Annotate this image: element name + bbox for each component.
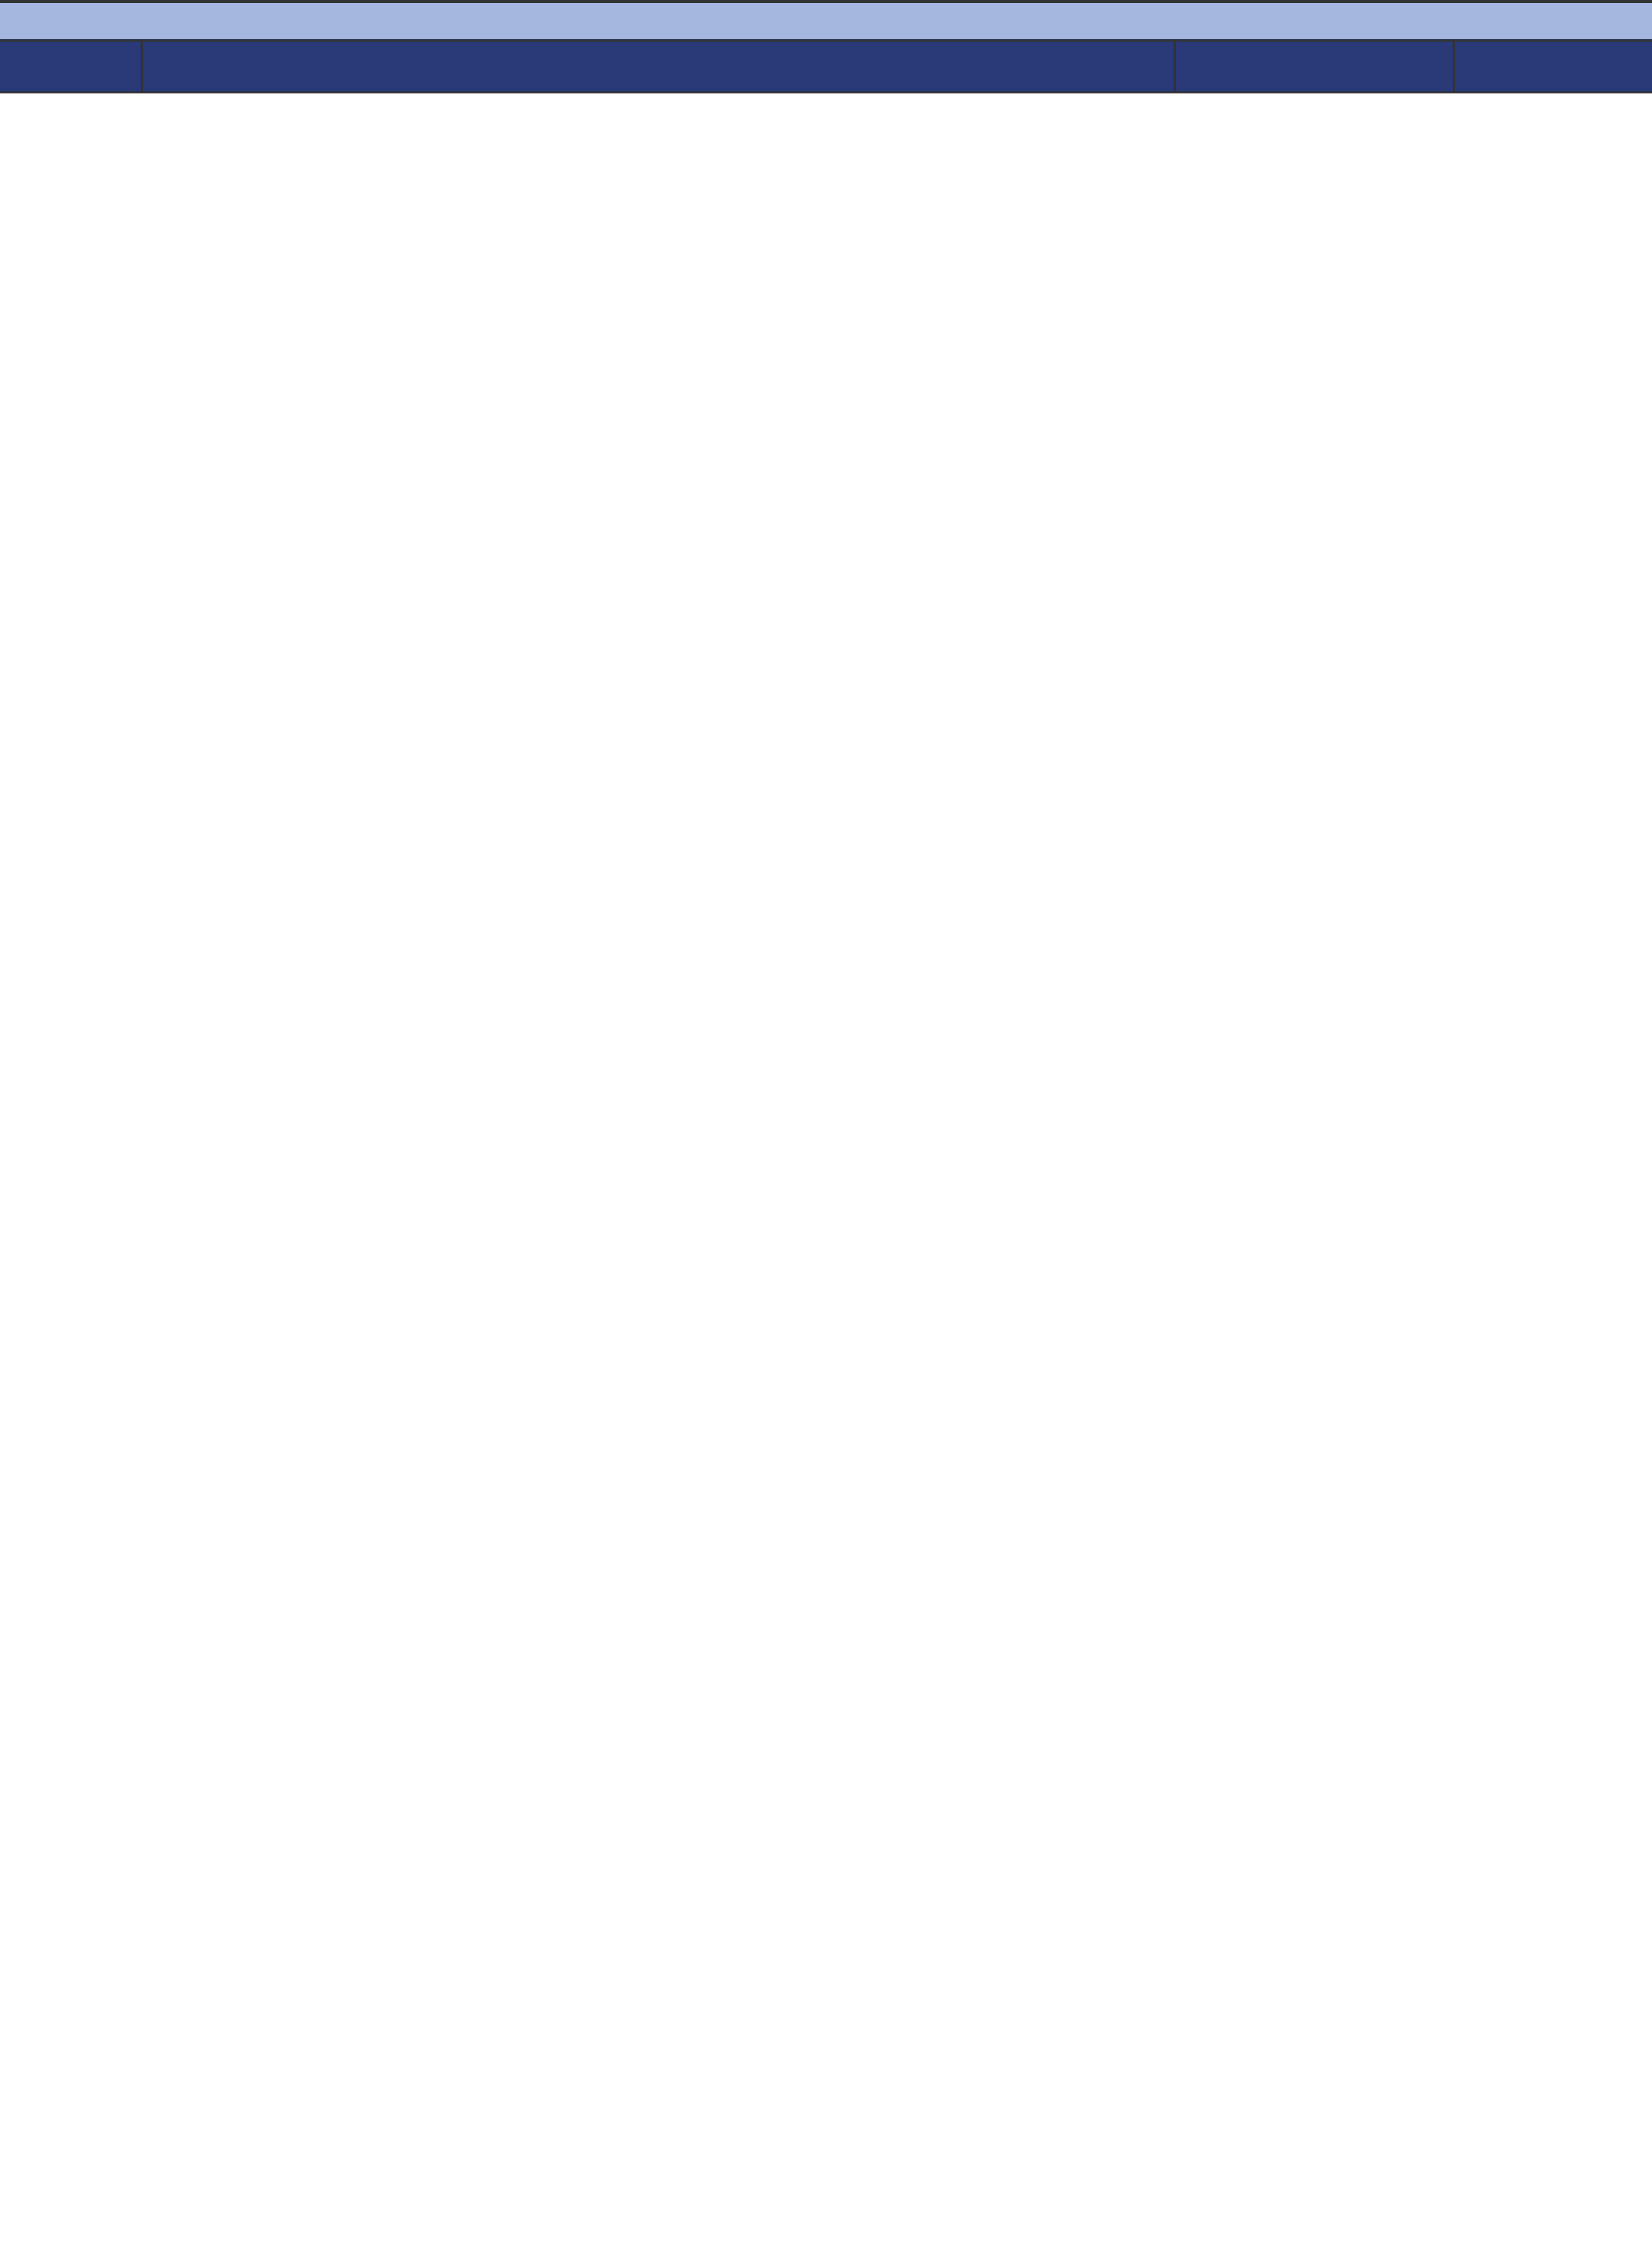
- header-grade: [1176, 42, 1455, 91]
- header-recommendation: [143, 42, 1176, 91]
- table-header: [0, 42, 1652, 93]
- table-title: [0, 3, 1652, 42]
- header-evidence: [1455, 42, 1652, 91]
- header-number: [0, 42, 143, 91]
